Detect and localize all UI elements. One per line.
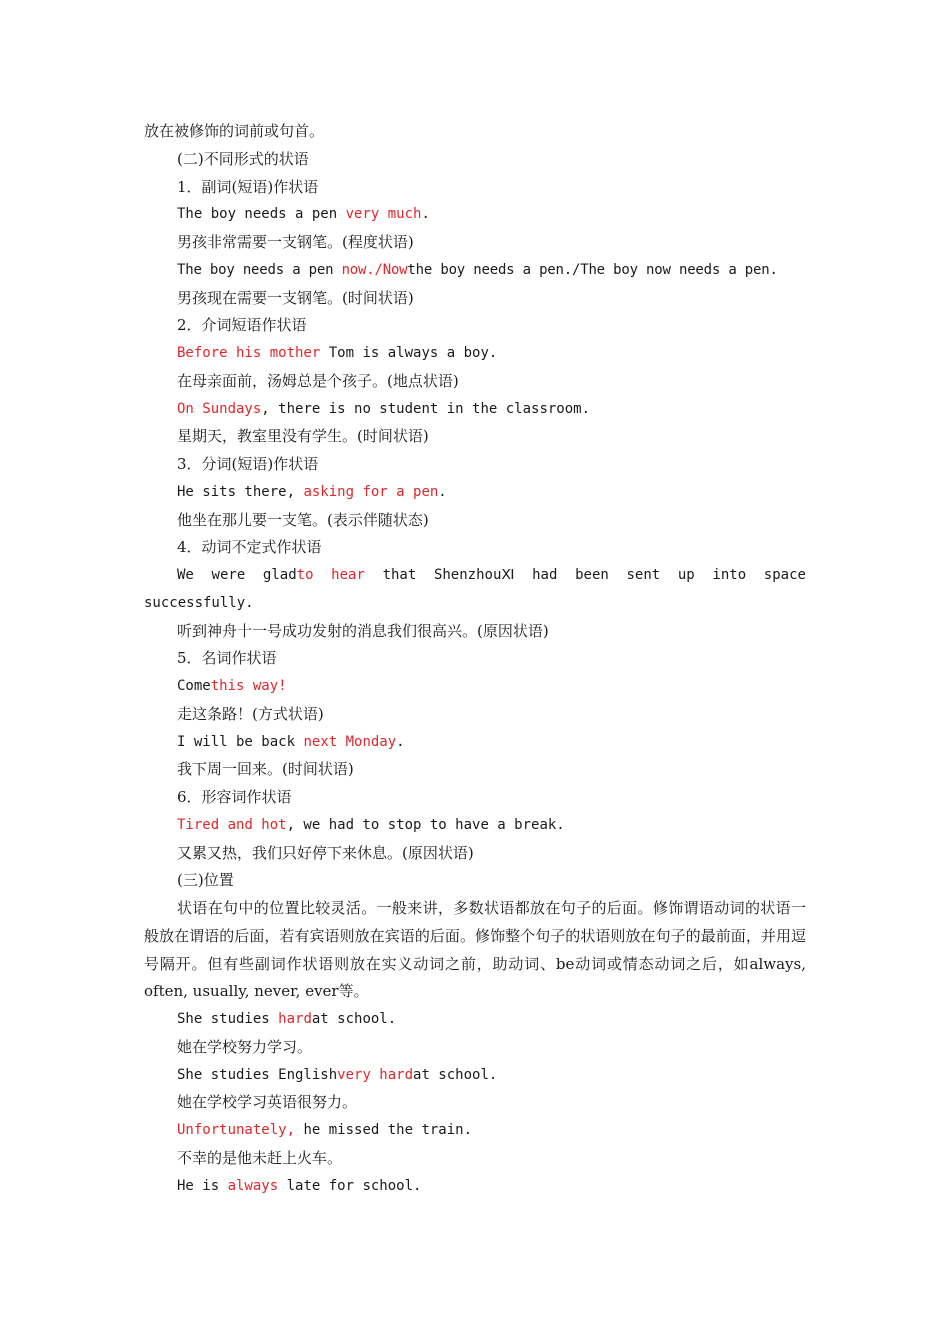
example-text: , there is no student in the classroom. bbox=[261, 400, 591, 417]
highlighted-adverbial: very much bbox=[345, 206, 422, 223]
translation: 我下周一回来。(时间状语) bbox=[177, 760, 354, 779]
example-text: Tom is always a boy. bbox=[320, 345, 498, 361]
example-text: She studies English bbox=[177, 1066, 338, 1083]
translation: 她在学校努力学习。 bbox=[177, 1037, 313, 1056]
translation: 不幸的是他未赶上火车。 bbox=[177, 1148, 343, 1167]
example-text: at school. bbox=[413, 1066, 498, 1083]
highlighted-adverbial: to bbox=[296, 567, 314, 583]
example-text: He sits there, bbox=[177, 483, 304, 500]
example-text: . bbox=[396, 733, 405, 750]
example-word: space bbox=[763, 567, 806, 583]
subsection-heading: 5．名词作状语 bbox=[177, 649, 277, 668]
example-sentence bbox=[144, 673, 806, 701]
translation: 在母亲面前，汤姆总是个孩子。(地点状语) bbox=[177, 371, 459, 390]
example-text: he missed the train. bbox=[295, 1122, 473, 1138]
example-text: The boy needs a pen bbox=[177, 261, 342, 278]
example-sentence bbox=[144, 729, 806, 757]
highlighted-adverbial: next Monday bbox=[303, 733, 397, 750]
highlighted-adverbial: hard bbox=[278, 1011, 312, 1027]
example-sentence bbox=[144, 1173, 806, 1201]
example-sentence bbox=[144, 201, 806, 229]
example-text: late for school. bbox=[278, 1177, 422, 1194]
example-text: I will be back bbox=[177, 733, 304, 750]
subsection-heading: 4．动词不定式作状语 bbox=[177, 538, 322, 557]
subsection-heading: 2．介词短语作状语 bbox=[177, 316, 307, 335]
example-text: , we had to stop to have a break. bbox=[286, 816, 565, 833]
example-word: sent bbox=[626, 567, 661, 583]
example-text: He is bbox=[177, 1177, 228, 1194]
example-word: into bbox=[712, 567, 747, 583]
translation: 男孩现在需要一支钢笔。(时间状语) bbox=[177, 288, 414, 307]
translation: 又累又热，我们只好停下来休息。(原因状语) bbox=[177, 843, 474, 862]
example-sentence bbox=[144, 1006, 806, 1034]
example-sentence-continued: successfully. bbox=[144, 594, 254, 611]
example-text: . bbox=[421, 206, 430, 223]
subsection-heading: 6．形容词作状语 bbox=[177, 788, 292, 806]
translation: 听到神舟十一号成功发射的消息我们很高兴。(原因状语) bbox=[177, 621, 549, 640]
example-sentence bbox=[144, 396, 806, 424]
example-sentence bbox=[144, 1062, 806, 1090]
text-line: 放在被修饰的词前或句首。 bbox=[144, 122, 325, 140]
highlighted-adverbial: hear bbox=[331, 567, 365, 583]
example-word: that bbox=[382, 567, 417, 583]
highlighted-adverbial: always bbox=[227, 1177, 279, 1194]
example-word: been bbox=[575, 567, 609, 583]
highlighted-adverbial: Before his mother bbox=[177, 345, 321, 361]
example-text: glad bbox=[262, 567, 297, 583]
paragraph-text: 状语在句中的位置比较灵活。一般来讲，多数状语都放在句子的后面。修饰谓语动词的状语一般放在谓语的后面，若有宾语则放在宾语的后面。修饰整个句子的状语则放在句子的最前面，并用逗号隔开。但有些副词作状语则放在实义动词之前，助动词、be动词或情态动词之后，如always, often, usually, never, ever等。 bbox=[144, 899, 806, 1001]
translation: 男孩非常需要一支钢笔。(程度状语) bbox=[177, 233, 414, 251]
translation: 走这条路！(方式状语) bbox=[177, 704, 324, 723]
example-sentence bbox=[144, 812, 806, 840]
example-word: We bbox=[177, 567, 194, 583]
example-word: had bbox=[532, 567, 558, 583]
example-text: at school. bbox=[311, 1011, 397, 1027]
highlighted-adverbial: asking for a pen bbox=[303, 483, 439, 500]
explanation-paragraph bbox=[144, 895, 806, 1006]
translation: 星期天，教室里没有学生。(时间状语) bbox=[177, 427, 429, 446]
example-text: the boy needs a pen./The boy now needs a pen. bbox=[407, 261, 778, 278]
translation: 他坐在那儿要一支笔。(表示伴随状态) bbox=[177, 510, 429, 529]
subsection-heading: 1．副词(短语)作状语 bbox=[177, 177, 319, 196]
highlighted-adverbial: Tired and hot bbox=[177, 816, 287, 833]
example-text: She studies bbox=[177, 1011, 279, 1027]
highlighted-adverbial: now./Now bbox=[341, 261, 408, 278]
example-word: were bbox=[211, 567, 246, 583]
document-body bbox=[144, 118, 806, 1200]
example-sentence bbox=[144, 340, 806, 368]
example-text: Come bbox=[177, 678, 211, 694]
example-sentence bbox=[144, 257, 806, 285]
example-word: up bbox=[677, 567, 695, 583]
example-sentence bbox=[144, 1117, 806, 1145]
example-word: ShenzhouⅪ bbox=[433, 567, 515, 583]
section-heading: (二)不同形式的状语 bbox=[177, 149, 309, 168]
subsection-heading: 3．分词(短语)作状语 bbox=[177, 455, 319, 473]
example-text: The boy needs a pen bbox=[177, 206, 346, 223]
highlighted-adverbial: this way! bbox=[210, 678, 287, 694]
highlighted-adverbial: Unfortunately, bbox=[177, 1122, 296, 1138]
highlighted-adverbial: very hard bbox=[337, 1066, 414, 1083]
highlighted-adverbial: On Sundays bbox=[177, 400, 262, 417]
example-sentence bbox=[144, 479, 806, 507]
translation: 她在学校学习英语很努力。 bbox=[177, 1093, 358, 1112]
section-heading: (三)位置 bbox=[177, 871, 234, 890]
example-text: . bbox=[438, 483, 447, 500]
example-sentence bbox=[144, 562, 806, 590]
example-word bbox=[263, 562, 314, 590]
